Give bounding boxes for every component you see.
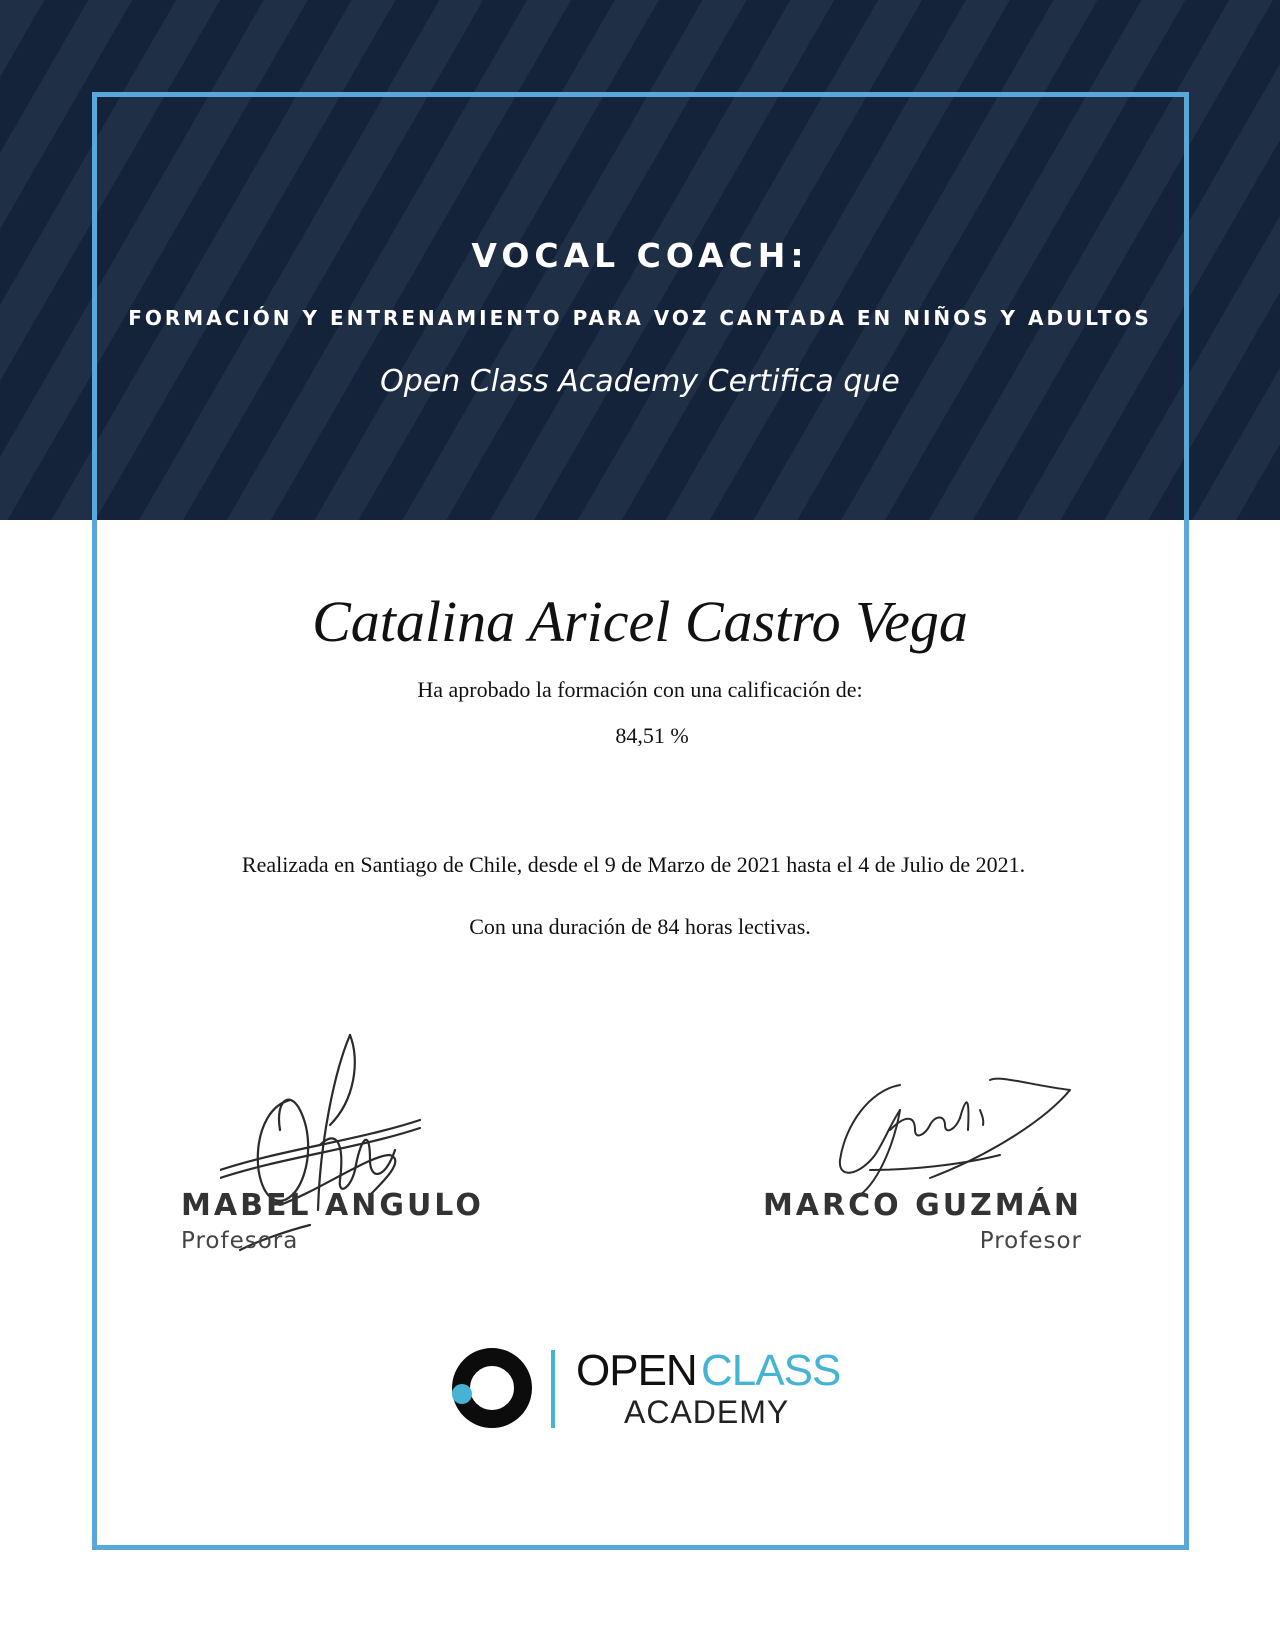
recipient-name: Catalina Aricel Castro Vega	[312, 589, 968, 654]
course-dates-text: Realizada en Santiago de Chile, desde el 9 de Marzo de 2021 hasta el 4 de Julio de 2021.	[241, 852, 1026, 877]
approval-text: Ha aprobado la formación con una calificación de:	[417, 677, 863, 702]
signer-right-name: MARCO GUZMÁN	[762, 1188, 1082, 1223]
signer-right-role: Profesor	[979, 1228, 1082, 1254]
logo-word-class: CLASS	[701, 1346, 841, 1395]
grade-value: 84,51 %	[615, 723, 689, 748]
course-duration-text: Con una duración de 84 horas lectivas.	[469, 914, 811, 939]
signer-left-name: MABEL ANGULO	[181, 1188, 484, 1223]
logo-word-academy: ACADEMY	[624, 1394, 790, 1430]
logo-dot-icon	[452, 1384, 472, 1404]
open-class-academy-logo	[452, 1348, 842, 1432]
course-subtitle: FORMACIÓN Y ENTRENAMIENTO PARA VOZ CANTADA EN NIÑOS Y ADULTOS	[128, 306, 1152, 330]
logo-divider	[551, 1350, 555, 1428]
signature-right-image	[830, 1070, 1080, 1200]
signer-left-role: Profesora	[181, 1228, 299, 1254]
course-title: VOCAL COACH:	[471, 236, 809, 275]
logo-word-open: OPEN	[576, 1346, 697, 1395]
certify-line: Open Class Academy Certifica que	[380, 364, 900, 399]
